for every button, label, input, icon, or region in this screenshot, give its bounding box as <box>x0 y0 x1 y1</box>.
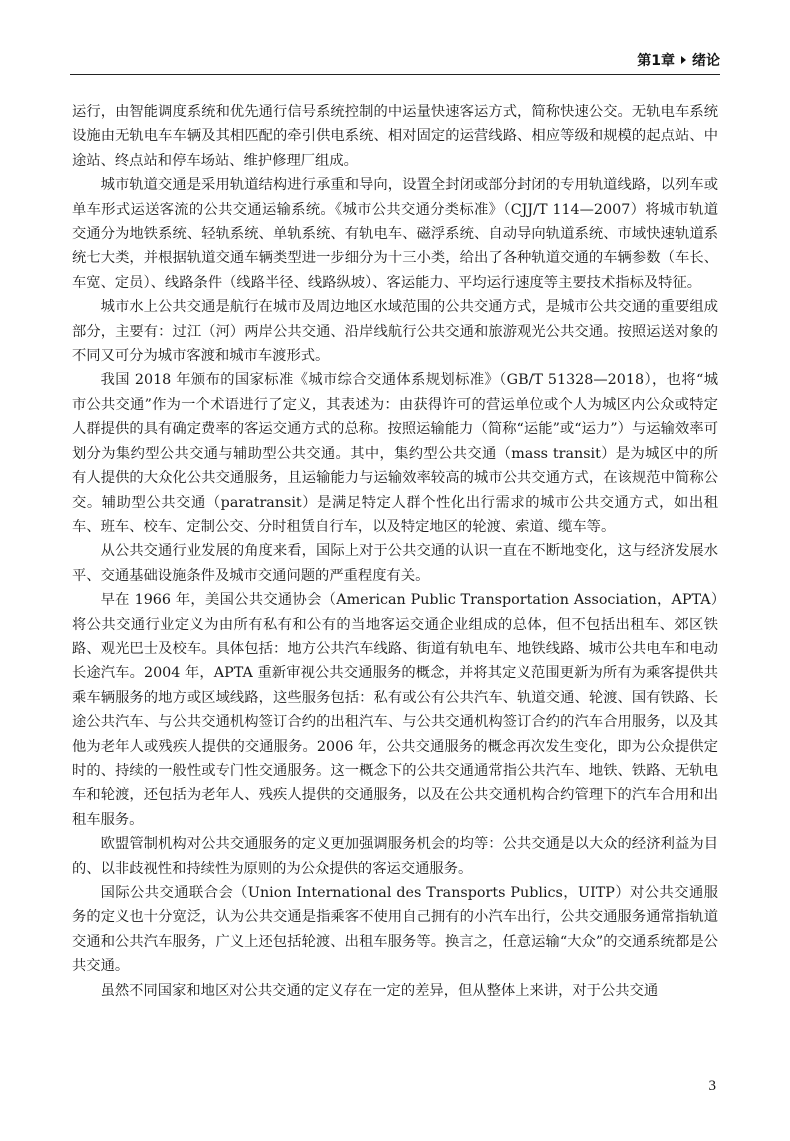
chapter-title: 绪论 <box>692 53 720 69</box>
triangle-separator-icon <box>681 56 686 64</box>
paragraph-5: 从公共交通行业发展的角度来看，国际上对于公共交通的认识一直在不断地变化，这与经济发展水平、交通基础设施条件及城市交通问题的严重程度有关。 <box>72 543 718 584</box>
chapter-heading <box>637 50 720 70</box>
chapter-number: 第1章 <box>637 53 675 69</box>
paragraph-3: 城市水上公共交通是航行在城市及周边地区水域范围的公共交通方式，是城市公共交通的重要组成部分，主要有：过江（河）两岸公共交通、沿岸线航行公共交通和旅游观光公共交通。按照运送对象的不同又可分为城市客渡和城市车渡形式。 <box>72 299 718 365</box>
page-number: 3 <box>708 1078 716 1094</box>
paragraph-9: 虽然不同国家和地区对公共交通的定义存在一定的差异，但从整体上来讲，对于公共交通 <box>100 982 659 999</box>
paragraph-2: 城市轨道交通是采用轨道结构进行承重和导向，设置全封闭或部分封闭的专用轨道线路，以列车或单车形式运送客流的公共交通运输系统。《城市公共交通分类标准》（CJJ/T 114—2007）将城市轨道交通分为地铁系统、轻轨系统、单轨系统、有轨电车、磁浮系统、自动导向轨道系统、市域快速轨道系统七大类，并根据轨道交通车辆类型进一步细分为十三小类，给出了各种轨道交通的车辆参数（车长、车宽、定员）、线路条件（线路半径、线路纵坡）、客运能力、平均运行速度等主要技术指标及特征。 <box>72 177 718 291</box>
paragraph-4: 我国 2018 年颁布的国家标准《城市综合交通体系规划标准》（GB/T 51328—2018），也将“城市公共交通”作为一个术语进行了定义，其表述为：由获得许可的营运单位或个人为城区内公众或特定人群提供的具有确定费率的客运交通方式的总称。按照运输能力（简称“运能”或“运力”）与运输效率可划分为集约型公共交通与辅助型公共交通。其中，集约型公共交通（mass transit）是为城区中的所有人提供的大众化公共交通服务，且运输能力与运输效率较高的城市公共交通方式，在该规范中简称公交。辅助型公共交通（paratransit）是满足特定人群个性化出行需求的城市公共交通方式，如出租车、班车、校车、定制公交、分时租赁自行车，以及特定地区的轮渡、索道、缆车等。 <box>72 372 718 535</box>
running-header <box>70 46 720 75</box>
body-text <box>72 100 718 1003</box>
paragraph-7: 欧盟管制机构对公共交通服务的定义更加强调服务机会的均等：公共交通是以大众的经济利益为目的、以非歧视性和持续性为原则的为公众提供的客运交通服务。 <box>72 836 718 877</box>
paragraph-6: 早在 1966 年，美国公共交通协会（American Public Transportation Association，APTA）将公共交通行业定义为由所有私有和公有的当地客运交通企业组成的总体，但不包括出租车、郊区铁路、观光巴士及校车。具体包括：地方公共汽车线路、街道有轨电车、地铁线路、城市公共电车和电动长途汽车。2004 年，APTA 重新审视公共交通服务的概念，并将其定义范围更新为所有为乘客提供共乘车辆服务的地方或区域线路，这些服务包括：私有或公有公共汽车、轨道交通、轮渡、国有铁路、长途公共汽车、与公共交通机构签订合约的出租汽车、与公共交通机构签订合约的汽车合用服务，以及其他为老年人或残疾人提供的交通服务。2006 年，公共交通服务的概念再次发生变化，即为公众提供定时的、持续的一般性或专门性交通服务。这一概念下的公共交通通常指公共汽车、地铁、铁路、无轨电车和轮渡，还包括为老年人、残疾人提供的交通服务，以及在公共交通机构合约管理下的汽车合用和出租车服务。 <box>72 592 718 828</box>
paragraph-1: 运行，由智能调度系统和优先通行信号系统控制的中运量快速客运方式，简称快速公交。无轨电车系统设施由无轨电车车辆及其相匹配的牵引供电系统、相对固定的运营线路、相应等级和规模的起点站、中途站、终点站和停车场站、维护修理厂组成。 <box>72 104 718 169</box>
paragraph-8: 国际公共交通联合会（Union International des Transports Publics，UITP）对公共交通服务的定义也十分宽泛，认为公共交通是指乘客不使用自己拥有的小汽车出行，公共交通服务通常指轨道交通和公共汽车服务，广义上还包括轮渡、出租车服务等。换言之，任意运输“大众”的交通系统都是公共交通。 <box>72 885 718 975</box>
